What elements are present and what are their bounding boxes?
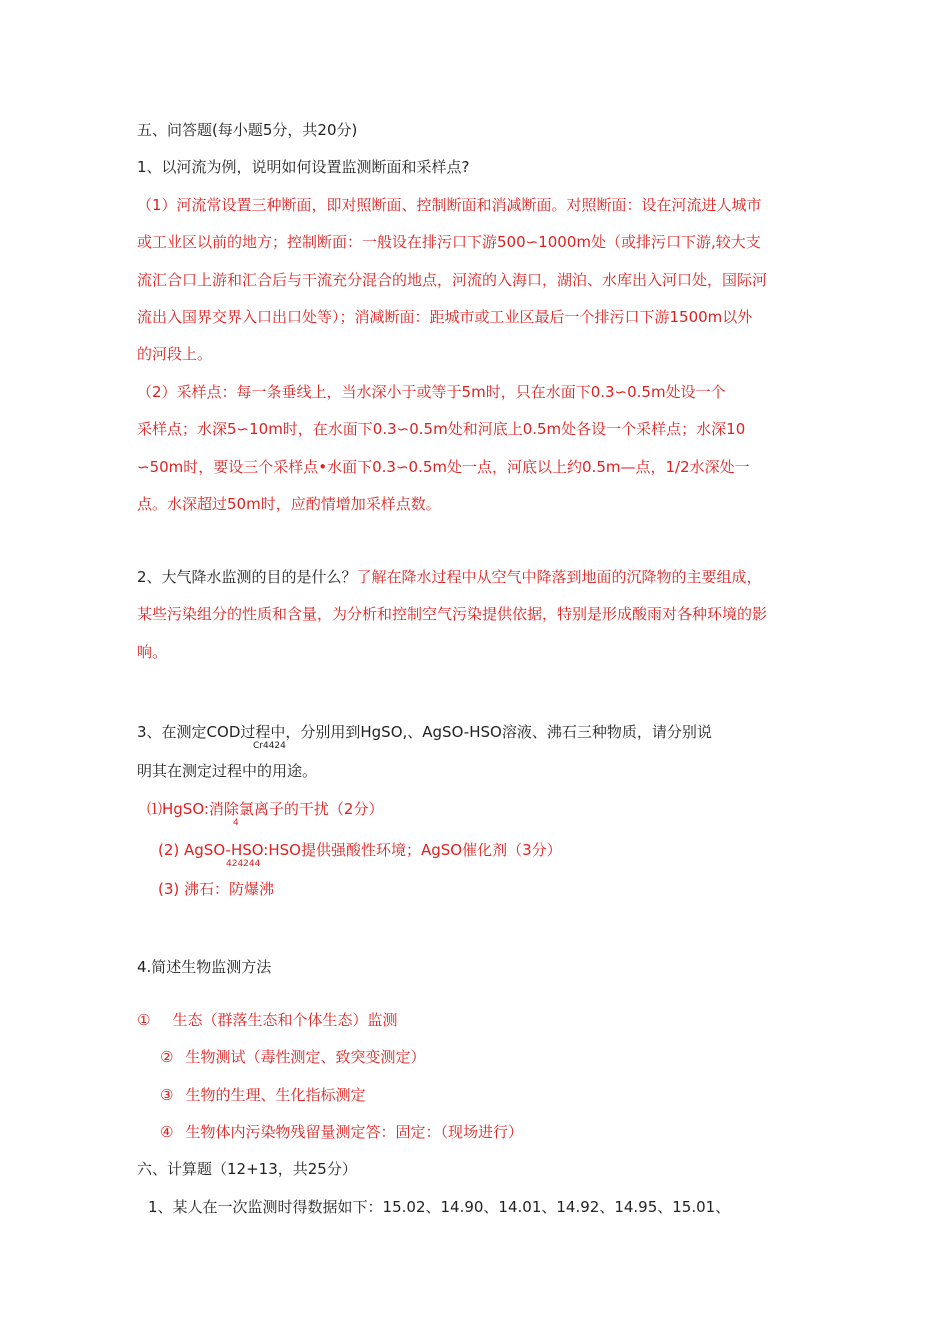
q1-answer-line: 流汇合口上游和汇合后与干流充分混合的地点，河流的入海口，湖泊、水库出入河口处，国际河 [137, 271, 768, 289]
q2-row [137, 567, 762, 587]
q3-answer-2: (2) AgSO-HSO:HSO提供强酸性环境；AgSO催化剂（3分） [158, 841, 562, 859]
q3-question-line: 明其在测定过程中的用途。 [137, 762, 318, 780]
section5-heading: 五、问答题(每小题5分，共20分) [137, 121, 358, 139]
q2-answer-line: 了解在降水过程中从空气中降落到地面的沉降物的主要组成， [356, 568, 762, 586]
q2-answer-line: 某些污染组分的性质和含量，为分析和控制空气污染提供依据，特别是形成酸雨对各种环境的影 [137, 605, 768, 623]
section6-heading: 六、计算题（12+13，共25分） [137, 1160, 357, 1178]
q3-answer-1: ⑴HgSO:消除氯离子的干扰（2分） [147, 800, 384, 818]
list-item-text: 生物体内污染物残留量测定答：固定：（现场进行） [185, 1123, 523, 1141]
q1-answer-line: 采样点；水深5∽10m时，在水面下0.3∽0.5m处和河底上0.5m处各设一个采样点；水深10 [137, 420, 746, 438]
q1-answer-line: 点。水深超过50m时，应酌情增加采样点数。 [137, 495, 441, 513]
list-item [160, 1047, 425, 1067]
q3-answer-2-subscript: 424244 [226, 859, 261, 869]
list-item [160, 1085, 365, 1105]
list-marker: ② [160, 1048, 174, 1066]
q2-answer-line: 响。 [137, 643, 168, 661]
section6-q1-text: 1、某人在一次监测时得数据如下：15.02、14.90、14.01、14.92、14.95、15.01、 [148, 1198, 731, 1216]
q3-question-subscript: Cr4424 [253, 741, 286, 751]
q4-question: 4.简述生物监测方法 [137, 958, 272, 976]
list-marker: ① [137, 1011, 151, 1029]
list-item-text: 生物的生理、生化指标测定 [185, 1086, 366, 1104]
q1-answer-line: ∽50m时，要设三个采样点•水面下0.3∽0.5m处一点，河底以上约0.5m—点，1/2水深处一 [137, 458, 750, 476]
q3-answer-3: (3) 沸石：防爆沸 [158, 880, 275, 898]
q1-answer-line: 的河段上。 [137, 345, 213, 363]
q1-answer-line: （2）采样点：每一条垂线上，当水深小于或等于5m时，只在水面下0.3∽0.5m处设一个 [137, 383, 726, 401]
q1-answer-line: 或工业区以前的地方；控制断面：一般设在排污口下游500∽1000m处（或排污口下游,较大支 [137, 233, 761, 251]
list-marker: ④ [160, 1123, 174, 1141]
q1-answer-line: （1）河流常设置三种断面，即对照断面、控制断面和消减断面。对照断面：设在河流进人城市 [137, 196, 762, 214]
q1-question: 1、以河流为例，说明如何设置监测断面和采样点? [137, 158, 470, 176]
list-item [160, 1122, 523, 1142]
list-item-text: 生物测试（毒性测定、致突变测定） [185, 1048, 426, 1066]
q3-answer-1-subscript: 4 [233, 818, 239, 828]
list-marker: ③ [160, 1086, 174, 1104]
q1-answer-line: 流出入国界交界入口出口处等）；消减断面：距城市或工业区最后一个排污口下游1500m以外 [137, 308, 753, 326]
list-item [137, 1010, 397, 1030]
q3-question-line: 3、在测定COD过程中，分别用到HgSO,、AgSO-HSO溶液、沸石三种物质，请分别说 [137, 723, 712, 741]
q2-question: 2、大气降水监测的目的是什么？ [137, 568, 357, 586]
list-item-text: 生态（群落生态和个体生态）监测 [172, 1011, 398, 1029]
